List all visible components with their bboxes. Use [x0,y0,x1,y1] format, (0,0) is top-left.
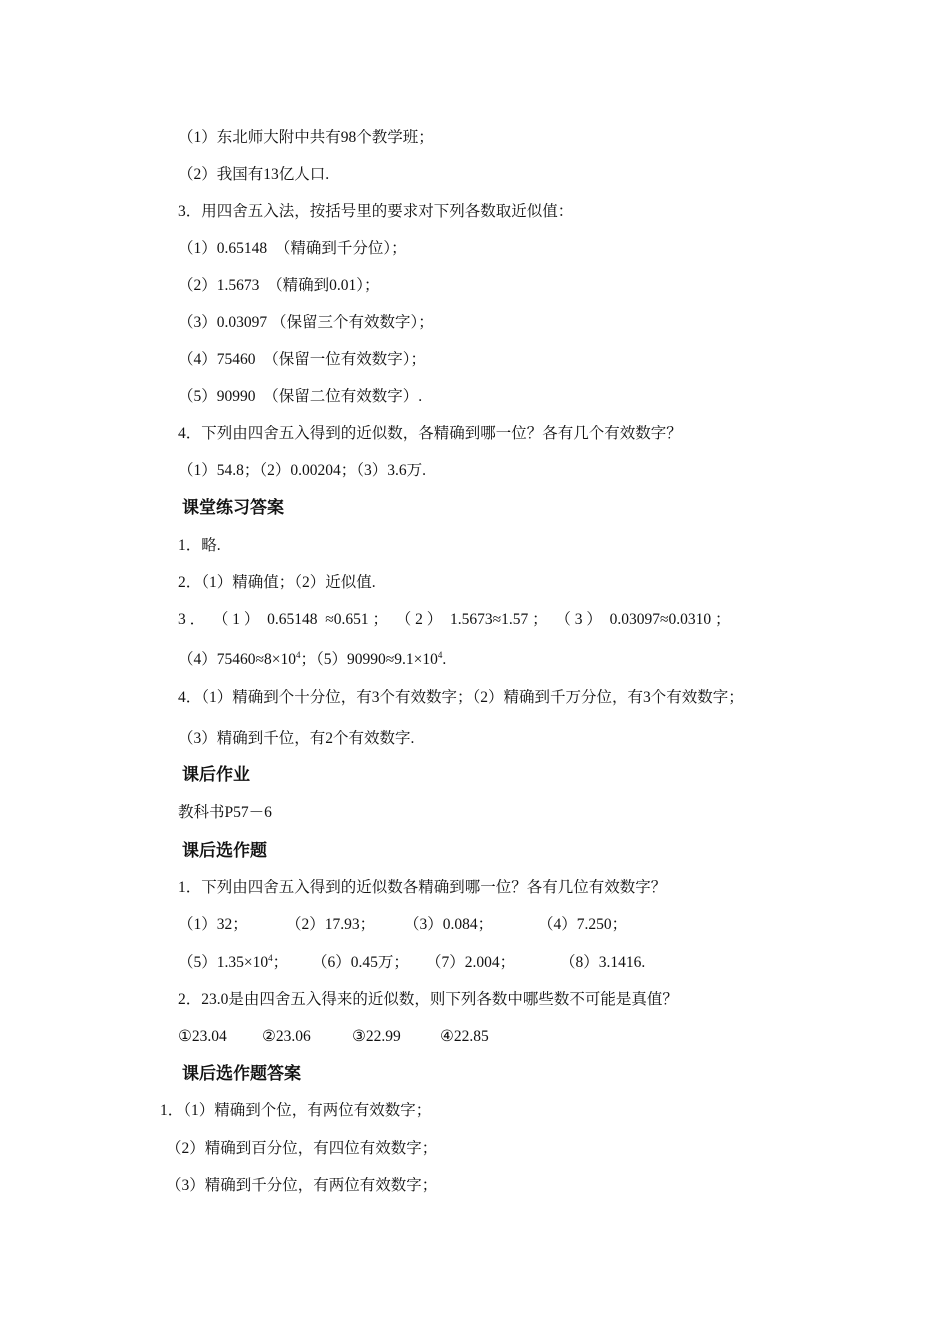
text-line: （3）0.03097 （保留三个有效数字）； [178,314,434,331]
text-line: （1）54.8；（2）0.00204；（3）3.6万. [178,462,427,479]
option-item: ④22.85 [440,1028,489,1045]
question-line: 1．下列由四舍五入得到的近似数各精确到哪一位？各有几位有效数字？ [178,879,667,896]
option-item [178,953,288,973]
option-item: （2）17.93； [286,916,376,933]
answer-text: . [442,651,447,668]
option-item: （4）7.250； [538,916,628,933]
option-item: （7）2.004； [426,954,516,971]
section-heading: 课后作业 [182,765,250,785]
option-item: （3）0.084； [404,916,494,933]
homework-line: 教科书P57－6 [178,804,272,821]
option-item: ③22.99 [352,1028,401,1045]
final-answer-line: （3）精确到千分位，有两位有效数字； [166,1177,438,1194]
exponent: 4 [437,649,443,660]
answer-line: （3）精确到千位，有2个有效数字. [178,730,415,747]
text-line: 3．用四舍五入法，按括号里的要求对下列各数取近似值： [178,203,574,220]
answer-text: ；（5）90990≈9.1×10 [300,651,438,668]
final-answer-line: （2）精确到百分位，有四位有效数字； [166,1140,438,1157]
option-item: ①23.04 [178,1028,227,1045]
final-answer-line: 1．（1）精确到个位，有两位有效数字； [160,1102,432,1119]
answer-line: 4．（1）精确到个十分位，有3个有效数字；（2）精确到千万分位，有3个有效数字； [178,689,744,706]
section-heading: 课后选作题答案 [182,1064,301,1084]
option-item: （8）3.1416. [560,954,646,971]
section-heading: 课堂练习答案 [182,498,284,518]
answer-line [178,650,446,670]
option-text: ； [272,954,289,971]
option-item: （6）0.45万； [312,954,409,971]
text-line: （2）1.5673 （精确到0.01）； [178,277,380,294]
option-item: ②23.06 [262,1028,311,1045]
option-text: （5）1.35×10 [178,954,269,971]
exponent: 4 [268,952,273,963]
text-line: （1）0.65148 （精确到千分位）； [178,240,407,257]
section-heading: 课后选作题 [182,841,267,861]
text-line: （2）我国有13亿人口. [178,166,330,183]
answer-line: 1．略. [178,537,221,554]
answer-line: 3 ． （ 1 ） 0.65148 ≈0.651 ； （ 2 ） 1.5673≈1.57 ； （ 3 ） 0.03097≈0.0310 ； [178,611,731,628]
option-item: （1）32； [178,916,248,933]
text-line: 4．下列由四舍五入得到的近似数，各精确到哪一位？各有几个有效数字？ [178,425,682,442]
text-line: （4）75460 （保留一位有效数字）； [178,351,427,368]
text-line: （1）东北师大附中共有98个教学班； [178,129,434,146]
answer-line: 2．（1）精确值；（2）近似值. [178,574,376,591]
exponent: 4 [296,649,301,660]
question-line: 2．23.0是由四舍五入得来的近似数，则下列各数中哪些数不可能是真值？ [178,991,678,1008]
text-line: （5）90990 （保留二位有效数字）. [178,388,423,405]
answer-text: （4）75460≈8×10 [178,651,296,668]
